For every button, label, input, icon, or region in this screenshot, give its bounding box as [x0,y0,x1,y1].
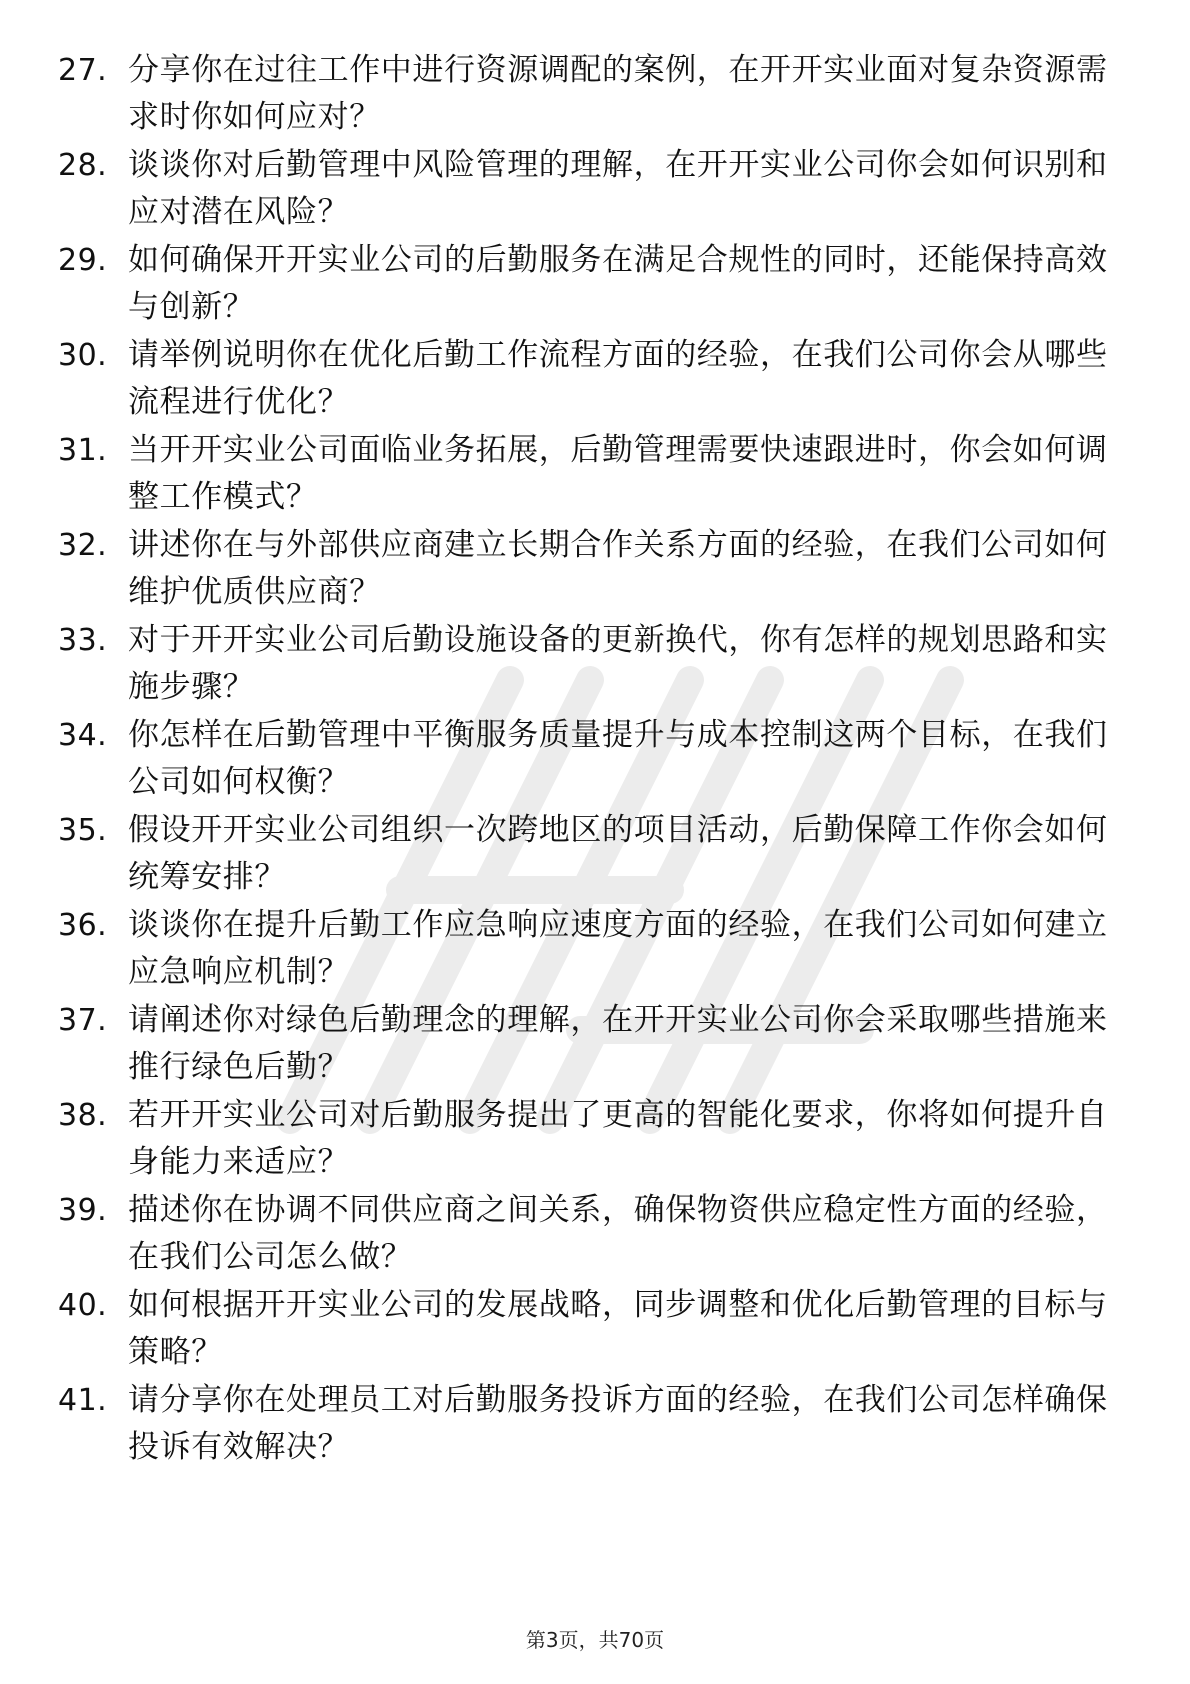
question-text: 你怎样在后勤管理中平衡服务质量提升与成本控制这两个目标，在我们公司如何权衡？ [128,717,1108,800]
question-number: 38. [58,1098,108,1133]
question-number: 36. [58,908,108,943]
question-item-41 [0,1377,1190,1477]
question-item-30 [0,332,1190,432]
question-text: 讲述你在与外部供应商建立长期合作关系方面的经验，在我们公司如何维护优质供应商？ [128,527,1108,610]
question-number: 28. [58,148,108,183]
question-number: 35. [58,813,108,848]
question-item-27 [0,47,1190,147]
question-item-40 [0,1282,1190,1382]
question-item-36 [0,902,1190,1002]
question-number: 27. [58,53,108,88]
question-item-31 [0,427,1190,527]
question-number: 34. [58,718,108,753]
question-number: 32. [58,528,108,563]
question-number: 30. [58,338,108,373]
question-number: 33. [58,623,108,658]
question-text: 描述你在协调不同供应商之间关系，确保物资供应稳定性方面的经验，在我们公司怎么做？ [128,1192,1108,1275]
question-text: 谈谈你对后勤管理中风险管理的理解，在开开实业公司你会如何识别和应对潜在风险？ [128,147,1108,230]
question-number: 37. [58,1003,108,1038]
question-item-38 [0,1092,1190,1192]
question-number: 29. [58,243,108,278]
page-number: 第3页，共70页 [525,1628,665,1652]
question-text: 请分享你在处理员工对后勤服务投诉方面的经验，在我们公司怎样确保投诉有效解决？ [128,1382,1108,1465]
question-text: 当开开实业公司面临业务拓展，后勤管理需要快速跟进时，你会如何调整工作模式？ [128,432,1108,515]
question-number: 40. [58,1288,108,1323]
question-text: 若开开实业公司对后勤服务提出了更高的智能化要求，你将如何提升自身能力来适应？ [128,1097,1108,1180]
question-text: 请举例说明你在优化后勤工作流程方面的经验，在我们公司你会从哪些流程进行优化？ [128,337,1108,420]
question-text: 分享你在过往工作中进行资源调配的案例，在开开实业面对复杂资源需求时你如何应对？ [128,52,1108,135]
question-item-39 [0,1187,1190,1287]
question-item-34 [0,712,1190,812]
question-item-29 [0,237,1190,337]
question-text: 请阐述你对绿色后勤理念的理解，在开开实业公司你会采取哪些措施来推行绿色后勤？ [128,1002,1108,1085]
question-item-32 [0,522,1190,622]
question-number: 41. [58,1383,108,1418]
question-item-37 [0,997,1190,1097]
question-text: 谈谈你在提升后勤工作应急响应速度方面的经验，在我们公司如何建立应急响应机制？ [128,907,1108,990]
question-text: 假设开开实业公司组织一次跨地区的项目活动，后勤保障工作你会如何统筹安排？ [128,812,1108,895]
question-number: 39. [58,1193,108,1228]
question-text: 如何根据开开实业公司的发展战略，同步调整和优化后勤管理的目标与策略？ [128,1287,1108,1370]
question-text: 对于开开实业公司后勤设施设备的更新换代，你有怎样的规划思路和实施步骤？ [128,622,1108,705]
question-number: 31. [58,433,108,468]
question-item-33 [0,617,1190,717]
question-text: 如何确保开开实业公司的后勤服务在满足合规性的同时，还能保持高效与创新？ [128,242,1108,325]
question-item-35 [0,807,1190,907]
question-item-28 [0,142,1190,242]
